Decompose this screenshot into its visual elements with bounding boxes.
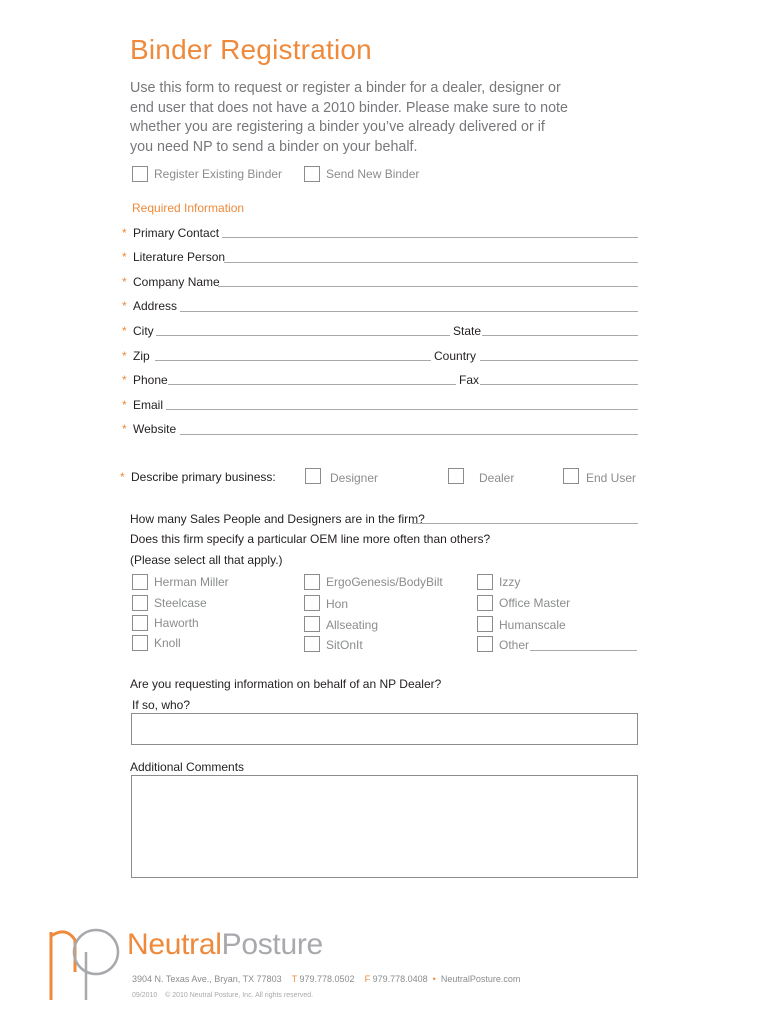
state-field[interactable] (482, 335, 638, 336)
footer-website-link[interactable]: NeutralPosture.com (440, 974, 521, 984)
email-label: Email (133, 398, 164, 412)
ergogenesis-bodybilt-checkbox[interactable] (304, 574, 320, 590)
np-dealer-question: Are you requesting information on behalf of an NP Dealer? (130, 677, 442, 691)
required-marker: * (122, 422, 127, 436)
required-marker: * (122, 349, 127, 363)
required-marker: * (122, 226, 127, 240)
end-user-checkbox[interactable] (563, 468, 579, 484)
footer-address: 3904 N. Texas Ave., Bryan, TX 77803 (132, 974, 282, 984)
izzy-checkbox[interactable] (477, 574, 493, 590)
footer-copyright: © 2010 Neutral Posture, Inc. All rights reserved. (165, 992, 314, 999)
neutral-posture-logo-icon (48, 922, 124, 1002)
send-new-binder-label: Send New Binder (326, 167, 420, 181)
other-field[interactable] (530, 650, 637, 651)
other-checkbox[interactable] (477, 636, 493, 652)
oem-line-question: Does this firm specify a particular OEM line more often than others? (130, 532, 491, 546)
fax-label: Fax (459, 373, 480, 387)
state-label: State (453, 324, 482, 338)
phone-field[interactable] (168, 384, 456, 385)
humanscale-checkbox[interactable] (477, 616, 493, 632)
address-label: Address (133, 299, 178, 313)
designer-label: Designer (330, 471, 379, 485)
required-marker: * (120, 470, 125, 484)
other-label: Other (499, 638, 530, 652)
city-field[interactable] (156, 335, 450, 336)
footer-bullet: • (432, 974, 436, 984)
humanscale-label: Humanscale (499, 618, 566, 632)
sitonit-checkbox[interactable] (304, 636, 320, 652)
literature-person-field[interactable] (224, 262, 638, 263)
additional-comments-label: Additional Comments (130, 760, 245, 774)
send-new-binder-checkbox[interactable] (304, 166, 320, 182)
footer-fax: 979.778.0408 (372, 974, 428, 984)
sitonit-label: SitOnIt (326, 638, 363, 652)
haworth-checkbox[interactable] (132, 615, 148, 631)
footer-phone: 979.778.0502 (299, 974, 355, 984)
literature-person-label: Literature Person (133, 250, 226, 264)
office-master-checkbox[interactable] (477, 595, 493, 611)
address-field[interactable] (180, 311, 638, 312)
phone-label: Phone (133, 373, 168, 387)
register-existing-binder-checkbox[interactable] (132, 166, 148, 182)
if-so-who-label: If so, who? (132, 698, 191, 712)
fax-field[interactable] (480, 384, 638, 385)
footer-doc-date: 09/2010 (132, 992, 158, 999)
select-all-note: (Please select all that apply.) (130, 553, 283, 567)
office-master-label: Office Master (499, 596, 571, 610)
sales-people-field[interactable] (412, 523, 638, 524)
knoll-checkbox[interactable] (132, 635, 148, 651)
herman-miller-checkbox[interactable] (132, 574, 148, 590)
required-marker: * (122, 299, 127, 313)
brand-wordmark-secondary: Posture (221, 928, 323, 961)
footer-phone-prefix: T (291, 974, 297, 984)
ergogenesis-bodybilt-label: ErgoGenesis/BodyBilt (326, 575, 443, 589)
city-label: City (133, 324, 154, 338)
required-marker: * (122, 398, 127, 412)
primary-contact-field[interactable] (222, 237, 638, 238)
designer-checkbox[interactable] (305, 468, 321, 484)
footer-contact-line (132, 974, 520, 984)
email-field[interactable] (166, 409, 638, 410)
zip-label: Zip (133, 349, 150, 363)
page-title: Binder Registration (130, 34, 372, 65)
haworth-label: Haworth (154, 616, 199, 630)
izzy-label: Izzy (499, 575, 521, 589)
company-name-field[interactable] (218, 286, 638, 287)
website-field[interactable] (180, 434, 638, 435)
dealer-checkbox[interactable] (448, 468, 464, 484)
end-user-label: End User (586, 471, 637, 485)
intro-text: Use this form to request or register a binder for a dealer, designer or end user that does not have a 2010 binder. Please make sure to note whether you are registering a binder you’ve already delivered or if you need NP to send a binder on your behalf. (130, 80, 568, 155)
brand-wordmark-primary: Neutral (127, 928, 222, 961)
footer-fax-prefix: F (364, 974, 371, 984)
steelcase-checkbox[interactable] (132, 595, 148, 611)
register-existing-binder-label: Register Existing Binder (154, 167, 283, 181)
footer-copyright-line (132, 992, 313, 999)
primary-contact-label: Primary Contact (133, 226, 220, 240)
steelcase-label: Steelcase (154, 596, 207, 610)
sales-people-question: How many Sales People and Designers are in the firm? (130, 512, 425, 526)
required-marker: * (122, 373, 127, 387)
zip-field[interactable] (155, 360, 431, 361)
brand-wordmark (127, 928, 323, 962)
company-name-label: Company Name (133, 275, 220, 289)
herman-miller-label: Herman Miller (154, 575, 229, 589)
country-label: Country (434, 349, 477, 363)
website-label: Website (133, 422, 177, 436)
required-marker: * (122, 324, 127, 338)
hon-checkbox[interactable] (304, 595, 320, 611)
required-marker: * (122, 275, 127, 289)
required-information-heading: Required Information (132, 201, 245, 215)
allseating-label: Allseating (326, 618, 379, 632)
knoll-label: Knoll (154, 636, 181, 650)
additional-comments-textarea[interactable] (131, 775, 638, 878)
country-field[interactable] (480, 360, 638, 361)
dealer-name-input[interactable] (131, 713, 638, 745)
allseating-checkbox[interactable] (304, 616, 320, 632)
dealer-label: Dealer (479, 471, 515, 485)
required-marker: * (122, 250, 127, 264)
hon-label: Hon (326, 597, 349, 611)
primary-business-label: Describe primary business: (131, 470, 276, 484)
